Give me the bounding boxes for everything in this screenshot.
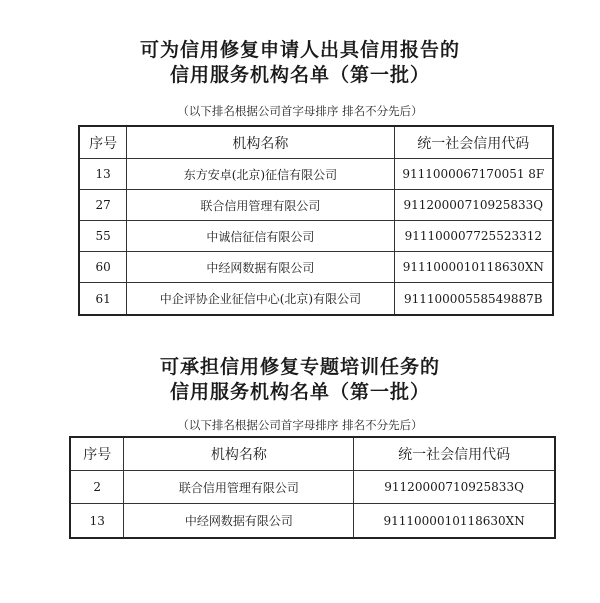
row-no: 55 [80,221,127,252]
row-no: 13 [71,504,124,537]
row-no: 60 [80,252,127,283]
row-name: 东方安卓(北京)征信有限公司 [127,159,394,190]
row-code: 9111000010118630XN [395,252,552,283]
row-no: 27 [80,190,127,221]
table-row [71,471,554,504]
header-no: 序号 [71,438,124,471]
table-row [80,221,552,252]
row-name: 联合信用管理有限公司 [127,190,394,221]
row-name: 中经网数据有限公司 [127,252,394,283]
table-row [80,252,552,283]
header-code: 统一社会信用代码 [354,438,554,471]
row-no: 13 [80,159,127,190]
list2-note: （以下排名根据公司首字母排序 排名不分先后） [177,418,423,432]
header-no: 序号 [80,127,127,159]
list2-title-line2: 信用服务机构名单（第一批） [169,381,430,403]
row-no: 2 [71,471,124,504]
row-code: 911100007725523312 [395,221,552,252]
table-header-row [80,127,552,159]
list1-section [0,38,600,88]
row-name: 中经网数据有限公司 [124,504,354,537]
list2-title-line1: 可承担信用修复专题培训任务的 [159,356,440,378]
header-code: 统一社会信用代码 [395,127,552,159]
row-no: 61 [80,283,127,314]
list2-section [0,355,600,405]
table-row [80,190,552,221]
row-code: 91110000558549887B [404,291,543,306]
row-name: 中企评协企业征信中心(北京)有限公司 [127,283,394,314]
row-code: 9111000010118630XN [383,513,525,528]
row-code: 91120000710925833Q [395,190,552,221]
row-name: 联合信用管理有限公司 [124,471,354,504]
table-row [71,504,554,537]
header-name: 机构名称 [127,127,394,159]
list1-title-line2: 信用服务机构名单（第一批） [169,64,430,86]
list1-table [78,125,554,316]
list1-title-line1: 可为信用修复申请人出具信用报告的 [139,39,460,61]
table-row [80,159,552,190]
row-name: 中诚信征信有限公司 [127,221,394,252]
list2-table [69,436,556,539]
row-code: 9111000067170051 8F [395,159,552,190]
list1-note: （以下排名根据公司首字母排序 排名不分先后） [177,104,423,118]
table-row [80,283,552,314]
table-header-row [71,438,554,471]
header-name: 机构名称 [124,438,354,471]
row-code: 91120000710925833Q [354,471,554,504]
